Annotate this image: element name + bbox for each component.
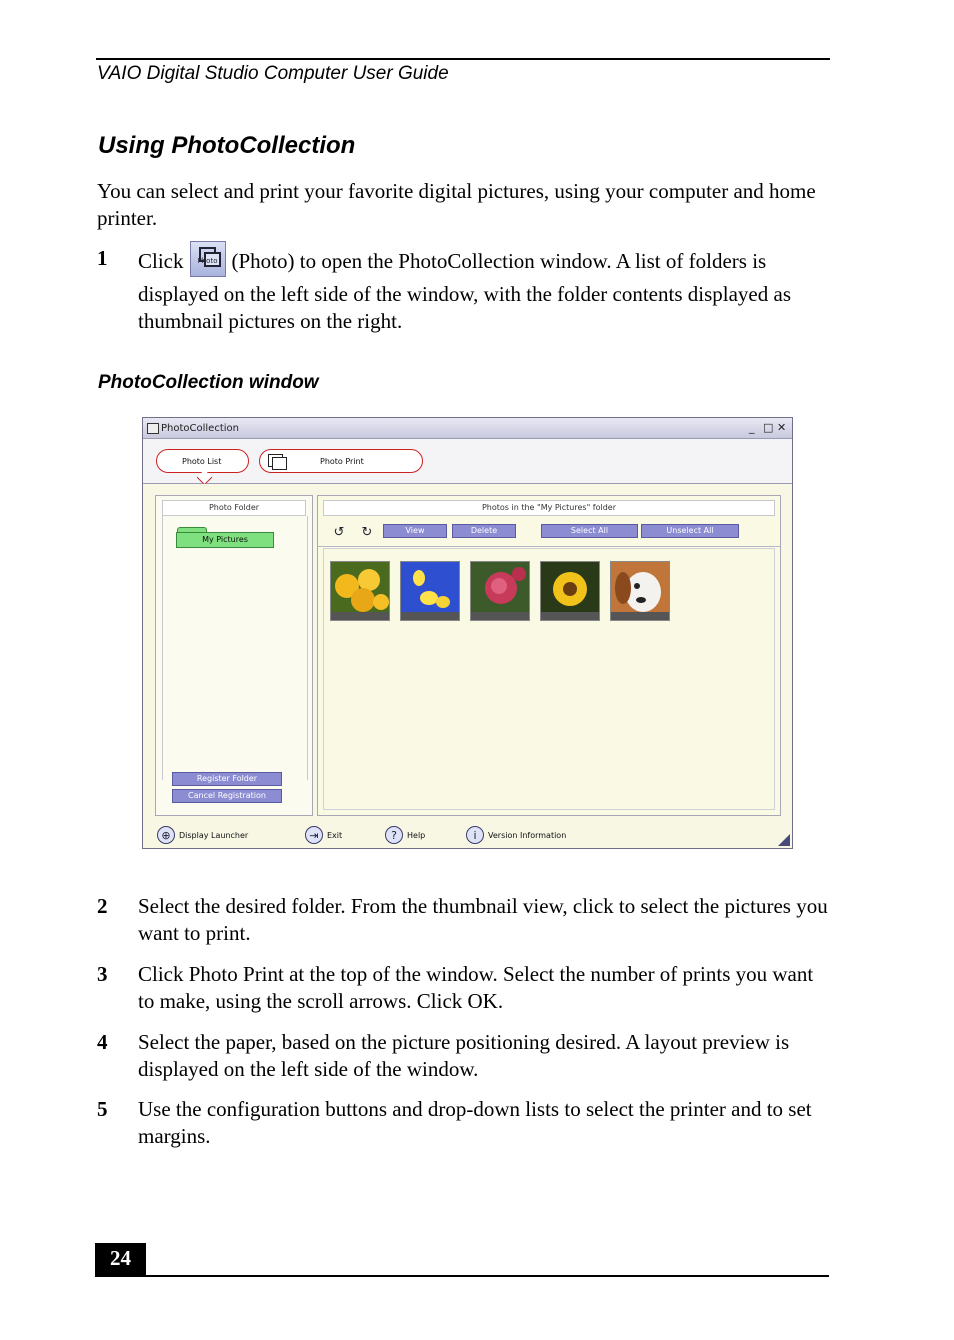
thumbnail-sunflower[interactable]: [540, 561, 600, 621]
minimize-button[interactable]: _: [749, 421, 755, 434]
step-number: 5: [97, 1097, 108, 1121]
exit-label: Exit: [327, 831, 343, 840]
thumbnail-pink-roses[interactable]: [470, 561, 530, 621]
resize-grip-icon[interactable]: [778, 834, 790, 846]
figure-caption: PhotoCollection window: [98, 372, 319, 393]
photo-icon-label: Photo: [197, 257, 218, 265]
photos-panel-header: Photos in the "My Pictures" folder: [323, 500, 775, 516]
exit-door-icon: ⇥: [305, 826, 323, 844]
window-title: PhotoCollection: [161, 423, 239, 434]
photos-panel: [317, 495, 781, 816]
unselect-all-button[interactable]: Unselect All: [641, 524, 739, 538]
maximize-button[interactable]: □: [763, 421, 774, 434]
header-rule: [96, 58, 830, 60]
folder-my-pictures[interactable]: My Pictures: [176, 532, 274, 548]
window-footer: [143, 824, 792, 848]
tab-photo-list-label: Photo List: [182, 457, 222, 466]
footer-rule: [146, 1275, 829, 1277]
step-text: Select the paper, based on the picture positioning desired. A layout preview is displayed on the left side of the window.: [138, 1030, 790, 1081]
step-number: 2: [97, 894, 108, 918]
display-launcher-label: Display Launcher: [179, 831, 249, 840]
step-text: Use the configuration buttons and drop-down lists to select the printer and to set margins.: [138, 1097, 812, 1148]
step-number: 3: [97, 962, 108, 986]
step-text: Select the desired folder. From the thumbnail view, click to select the pictures you want to print.: [138, 894, 828, 945]
step-text-before-icon: Click: [138, 248, 184, 273]
view-button[interactable]: View: [383, 524, 447, 538]
info-icon: i: [466, 826, 484, 844]
step-number: 1: [97, 246, 108, 270]
mode-bar: [143, 439, 792, 484]
select-all-button[interactable]: Select All: [541, 524, 638, 538]
version-information-label: Version Information: [488, 831, 567, 840]
window-body: [143, 484, 792, 824]
page-number: 24: [95, 1243, 146, 1277]
tab-photo-print-label: Photo Print: [320, 457, 364, 466]
cancel-registration-button[interactable]: Cancel Registration: [172, 789, 282, 803]
delete-button[interactable]: Delete: [452, 524, 516, 538]
step-text: [138, 245, 828, 335]
intro-paragraph: You can select and print your favorite digital pictures, using your computer and home printer.: [97, 179, 816, 230]
rotate-left-icon[interactable]: ↺: [333, 525, 345, 540]
photo-icon: [190, 241, 226, 277]
title-bar: [143, 418, 792, 439]
thumbnail-beagle-dog[interactable]: [610, 561, 670, 621]
folder-list: [162, 516, 308, 780]
step-text: Click Photo Print at the top of the window. Select the number of prints you want to make, using the scroll arrows. Click OK.: [138, 962, 814, 1013]
step-text-after-icon: (Photo) to open the PhotoCollection window. A list of folders is displayed on the left side of the window, with the folder contents displayed as thumbnail pictures on the right.: [138, 248, 791, 333]
photos-toolbar: [318, 520, 780, 547]
thumbnail-yellow-flowers[interactable]: [330, 561, 390, 621]
app-icon: [147, 423, 159, 434]
rotate-right-icon[interactable]: ↻: [361, 525, 373, 540]
register-folder-button[interactable]: Register Folder: [172, 772, 282, 786]
close-button[interactable]: ✕: [777, 421, 787, 434]
step-number: 4: [97, 1030, 108, 1054]
thumbnail-yellow-fish[interactable]: [400, 561, 460, 621]
tab-photo-list[interactable]: [156, 449, 249, 473]
help-label: Help: [407, 831, 426, 840]
help-question-icon: ?: [385, 826, 403, 844]
photocollection-window: [142, 417, 793, 849]
section-title: Using PhotoCollection: [98, 132, 356, 159]
running-header: VAIO Digital Studio Computer User Guide: [97, 63, 449, 84]
folder-panel: [155, 495, 313, 816]
folder-panel-header: Photo Folder: [162, 500, 306, 516]
active-tab-pointer: [197, 470, 213, 486]
tab-photo-print[interactable]: [259, 449, 423, 473]
globe-icon: ⊕: [157, 826, 175, 844]
